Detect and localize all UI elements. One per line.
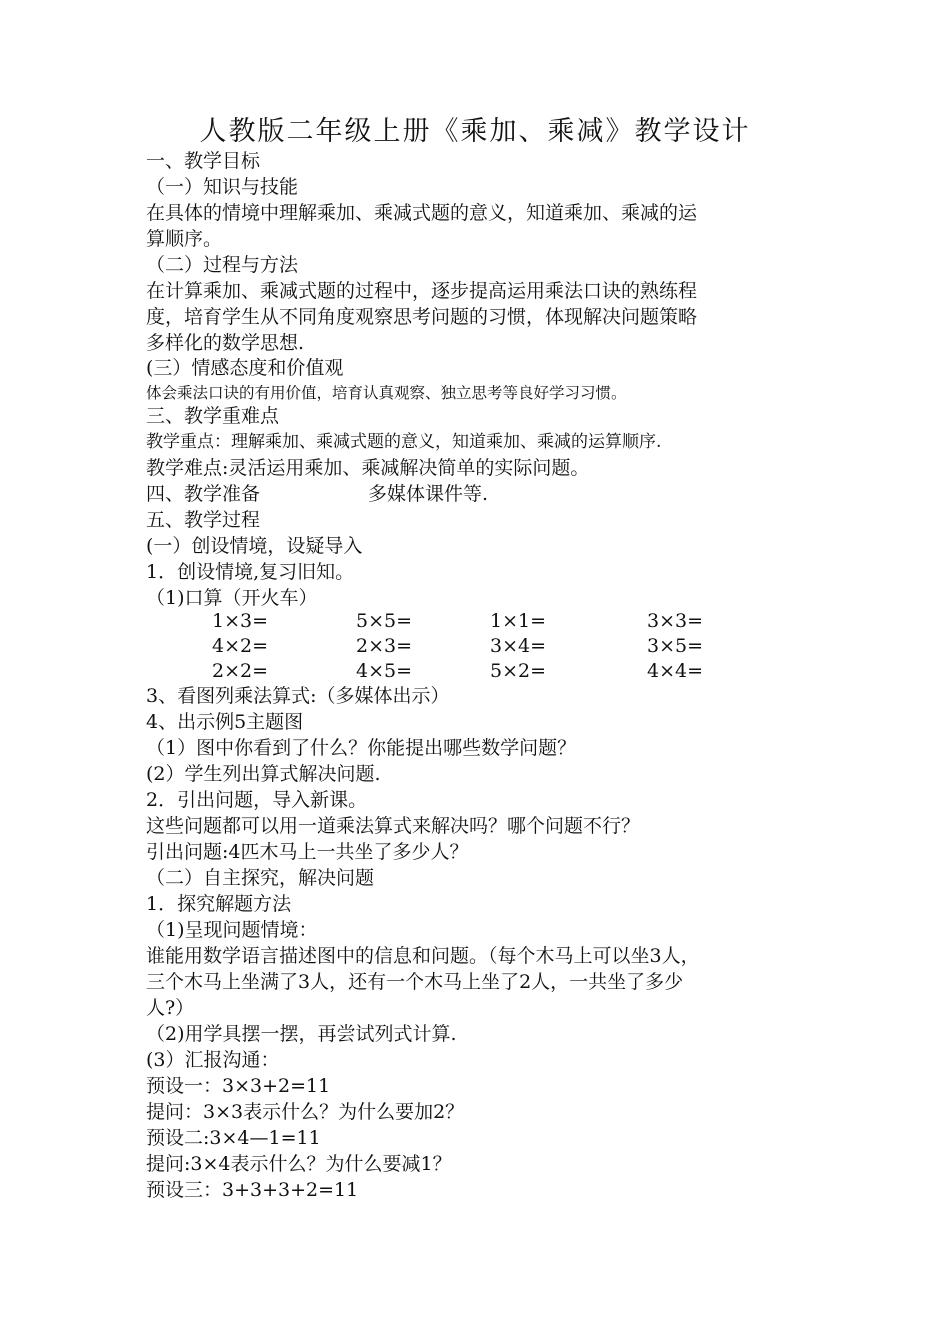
paragraph-line: 这些问题都可以用一道乘法算式来解决吗？哪个问题不行？ [146, 815, 641, 837]
paragraph-line: 教学难点:灵活运用乘加、乘减解决简单的实际问题。 [146, 457, 590, 479]
paragraph-line: 提问:3×4表示什么？为什么要减1？ [146, 1153, 452, 1175]
document-title: 人教版二年级上册《乘加、乘减》教学设计 [199, 116, 751, 147]
paragraph-line: 2．引出问题，导入新课。 [146, 789, 368, 811]
paragraph-line: （1)口算（开火车） [146, 587, 318, 609]
paragraph-line: 在具体的情境中理解乘加、乘减式题的意义，知道乘加、乘减的运 [146, 202, 698, 224]
calc-item: 1×3= [212, 610, 269, 632]
heading-preparation: 四、教学准备 [146, 483, 261, 505]
paragraph-line: 体会乘法口诀的有用价值，培育认真观察、独立思考等良好学习习惯。 [146, 384, 627, 402]
paragraph-line: （2)用学具摆一摆，再尝试列式计算. [146, 1023, 457, 1045]
paragraph-line: （1)呈现问题情境： [146, 919, 318, 941]
paragraph-line: 1．探究解题方法 [146, 893, 292, 915]
heading-key-points: 三、教学重难点 [146, 405, 280, 427]
preparation-text: 多媒体课件等. [368, 483, 489, 505]
subheading-process-method: （二）过程与方法 [146, 254, 299, 276]
paragraph-line: 教学重点：理解乘加、乘减式题的意义，知道乘加、乘减的运算顺序. [146, 432, 662, 452]
paragraph-line: 预设二:3×4—1=11 [146, 1127, 321, 1149]
calc-item: 4×2= [212, 635, 269, 657]
paragraph-line: 4、出示例5主题图 [146, 711, 304, 733]
subheading-create-situation: (一）创设情境，设疑导入 [146, 535, 363, 557]
calc-item: 2×3= [356, 635, 413, 657]
paragraph-line: 3、看图列乘法算式:（多媒体出示） [146, 685, 450, 707]
subheading-self-explore: （二）自主探究，解决问题 [146, 867, 375, 889]
paragraph-line: 谁能用数学语言描述图中的信息和问题。（每个木马上可以坐3人， [146, 945, 700, 967]
paragraph-line: 提问：3×3表示什么？为什么要加2？ [146, 1101, 465, 1123]
paragraph-line: 1．创设情境,复习旧知。 [146, 561, 355, 583]
subheading-attitude-values: (三）情感态度和价值观 [146, 357, 344, 379]
paragraph-line: （1）图中你看到了什么？你能提出哪些数学问题？ [146, 737, 577, 759]
paragraph-line: 算顺序。 [146, 228, 223, 250]
calc-item: 3×3= [647, 610, 704, 632]
paragraph-line: 度，培育学生从不同角度观察思考问题的习惯，体现解决问题策略 [146, 306, 698, 328]
heading-teaching-process: 五、教学过程 [146, 509, 261, 531]
paragraph-line: 三个木马上坐满了3人，还有一个木马上坐了2人，一共坐了多少 [146, 971, 684, 993]
calc-item: 2×2= [212, 660, 269, 682]
paragraph-line: 引出问题:4匹木马上一共坐了多少人？ [146, 841, 469, 863]
calc-item: 3×4= [490, 635, 547, 657]
paragraph-line: (3）汇报沟通： [146, 1049, 280, 1071]
paragraph-line: 预设三：3+3+3+2=11 [146, 1179, 359, 1201]
paragraph-line: 人?） [146, 997, 195, 1019]
calc-item: 3×5= [647, 635, 704, 657]
subheading-knowledge-skills: （一）知识与技能 [146, 176, 299, 198]
calc-item: 4×4= [647, 660, 704, 682]
paragraph-line: 多样化的数学思想. [146, 332, 305, 354]
calc-item: 5×2= [490, 660, 547, 682]
paragraph-line: 预设一：3×3+2=11 [146, 1075, 331, 1097]
calc-item: 5×5= [356, 610, 413, 632]
calc-item: 1×1= [490, 610, 547, 632]
paragraph-line: (2）学生列出算式解决问题. [146, 763, 381, 785]
paragraph-line: 在计算乘加、乘减式题的过程中，逐步提高运用乘法口诀的熟练程 [146, 280, 698, 302]
calc-item: 4×5= [356, 660, 413, 682]
heading-teaching-goals: 一、教学目标 [146, 150, 261, 172]
